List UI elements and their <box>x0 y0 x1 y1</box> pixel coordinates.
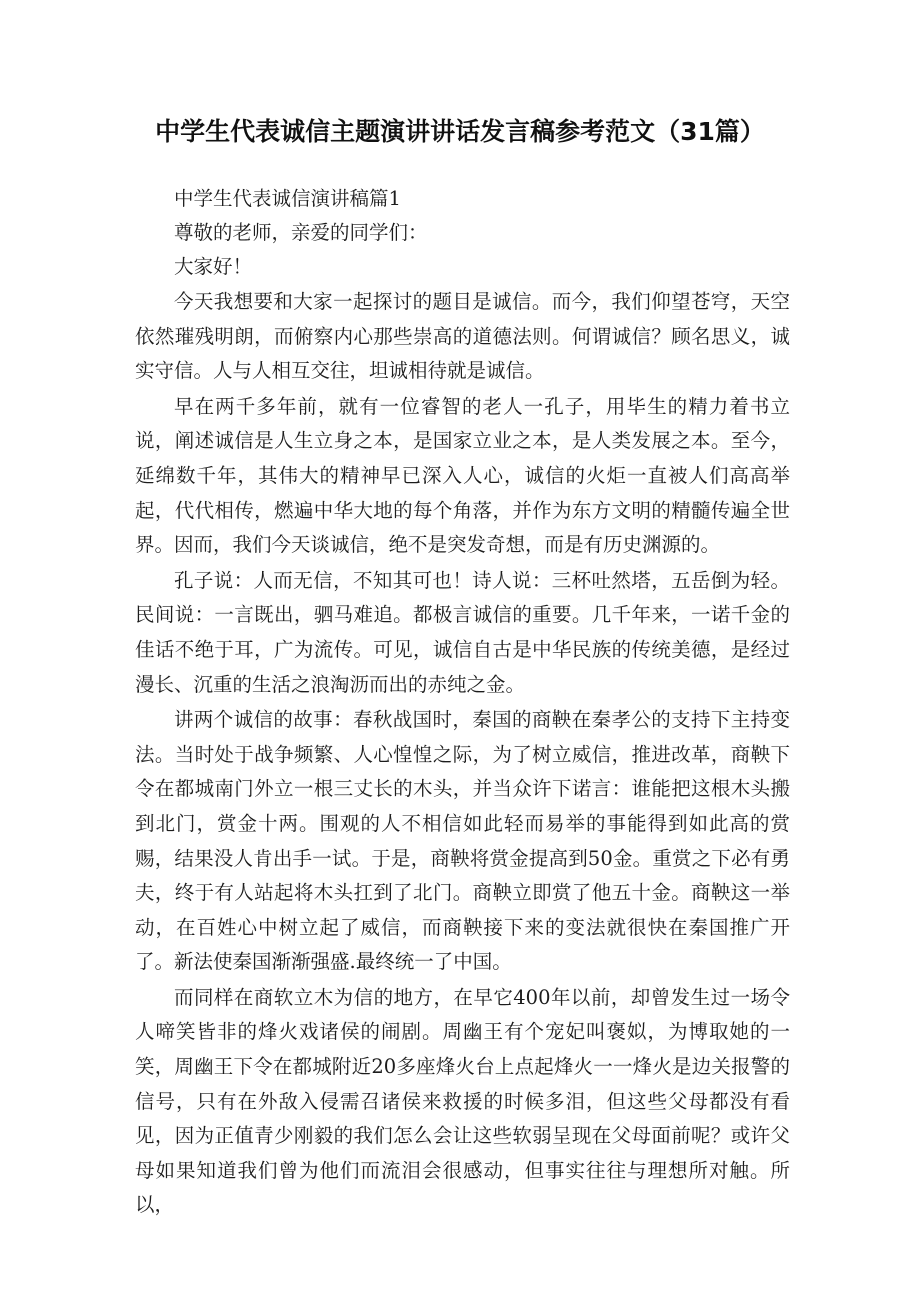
paragraph-1: 今天我想要和大家一起探讨的题目是诚信。而今，我们仰望苍穹，天空依然璀残明朗，而俯察内心那些崇高的道德法则。何谓诚信？顾名思义，诚实守信。人与人相互交往，坦诚相待就是诚信。 <box>135 290 790 383</box>
greeting: 大家好！ <box>174 255 253 278</box>
section-heading: 中学生代表诚信演讲稿篇1 <box>174 187 401 210</box>
document-title: 中学生代表诚信主题演讲讲话发言稿参考范文（31篇） <box>155 117 765 146</box>
salutation: 尊敬的老师，亲爱的同学们： <box>174 221 428 244</box>
paragraph-2: 早在两千多年前，就有一位睿智的老人一孔子，用毕生的精力着书立说，阐述诚信是人生立身之本，是国家立业之本，是人类发展之本。至今，延绵数千年，其伟大的精神早已深入人心，诚信的火炬一直被人们高高举起，代代相传，燃遍中华大地的每个角落，并作为东方文明的精髓传遍全世界。因而，我们今天谈诚信，绝不是突发奇想，而是有历史渊源的。 <box>135 394 790 557</box>
paragraph-3: 孔子说：人而无信，不知其可也！诗人说：三杯吐然塔，五岳倒为轻。民间说：一言既出，驷马难追。都极言诚信的重要。几千年来，一诺千金的佳话不绝于耳，广为流传。可见，诚信自古是中华民族的传统美德，是经过漫长、沉重的生活之浪淘沥而出的赤纯之金。 <box>135 568 790 696</box>
paragraph-4: 讲两个诚信的故事：春秋战国时，秦国的商鞅在秦孝公的支持下主持变法。当时处于战争频繁、人心惶惶之际，为了树立威信，推进改革，商鞅下令在都城南门外立一根三丈长的木头，并当众许下诺言：谁能把这根木头搬到北门，赏金十两。围观的人不相信如此轻而易举的事能得到如此高的赏赐，结果没人肯出手一试。于是，商鞅将赏金提高到50金。重赏之下必有勇夫，终于有人站起将木头扛到了北门。商鞅立即赏了他五十金。商鞅这一举动，在百姓心中树立起了威信，而商鞅接下来的变法就很快在秦国推广开了。新法使秦国渐渐强盛.最终统一了中国。 <box>135 708 790 974</box>
document-body <box>135 182 790 1223</box>
paragraph-5: 而同样在商软立木为信的地方，在早它400年以前，却曾发生过一场令人啼笑皆非的烽火戏诸侯的闹剧。周幽王有个宠妃叫褒姒，为博取她的一笑，周幽王下令在都城附近20多座烽火台上点起烽火一一烽火是边关报警的信号，只有在外敌入侵需召诸侯来救援的时候多泪，但这些父母都没有看见，因为正值青少刚毅的我们怎么会让这些软弱呈现在父母面前呢？或许父母如果知道我们曾为他们而流泪会很感动，但事实往往与理想所对触。所以， <box>135 985 790 1217</box>
